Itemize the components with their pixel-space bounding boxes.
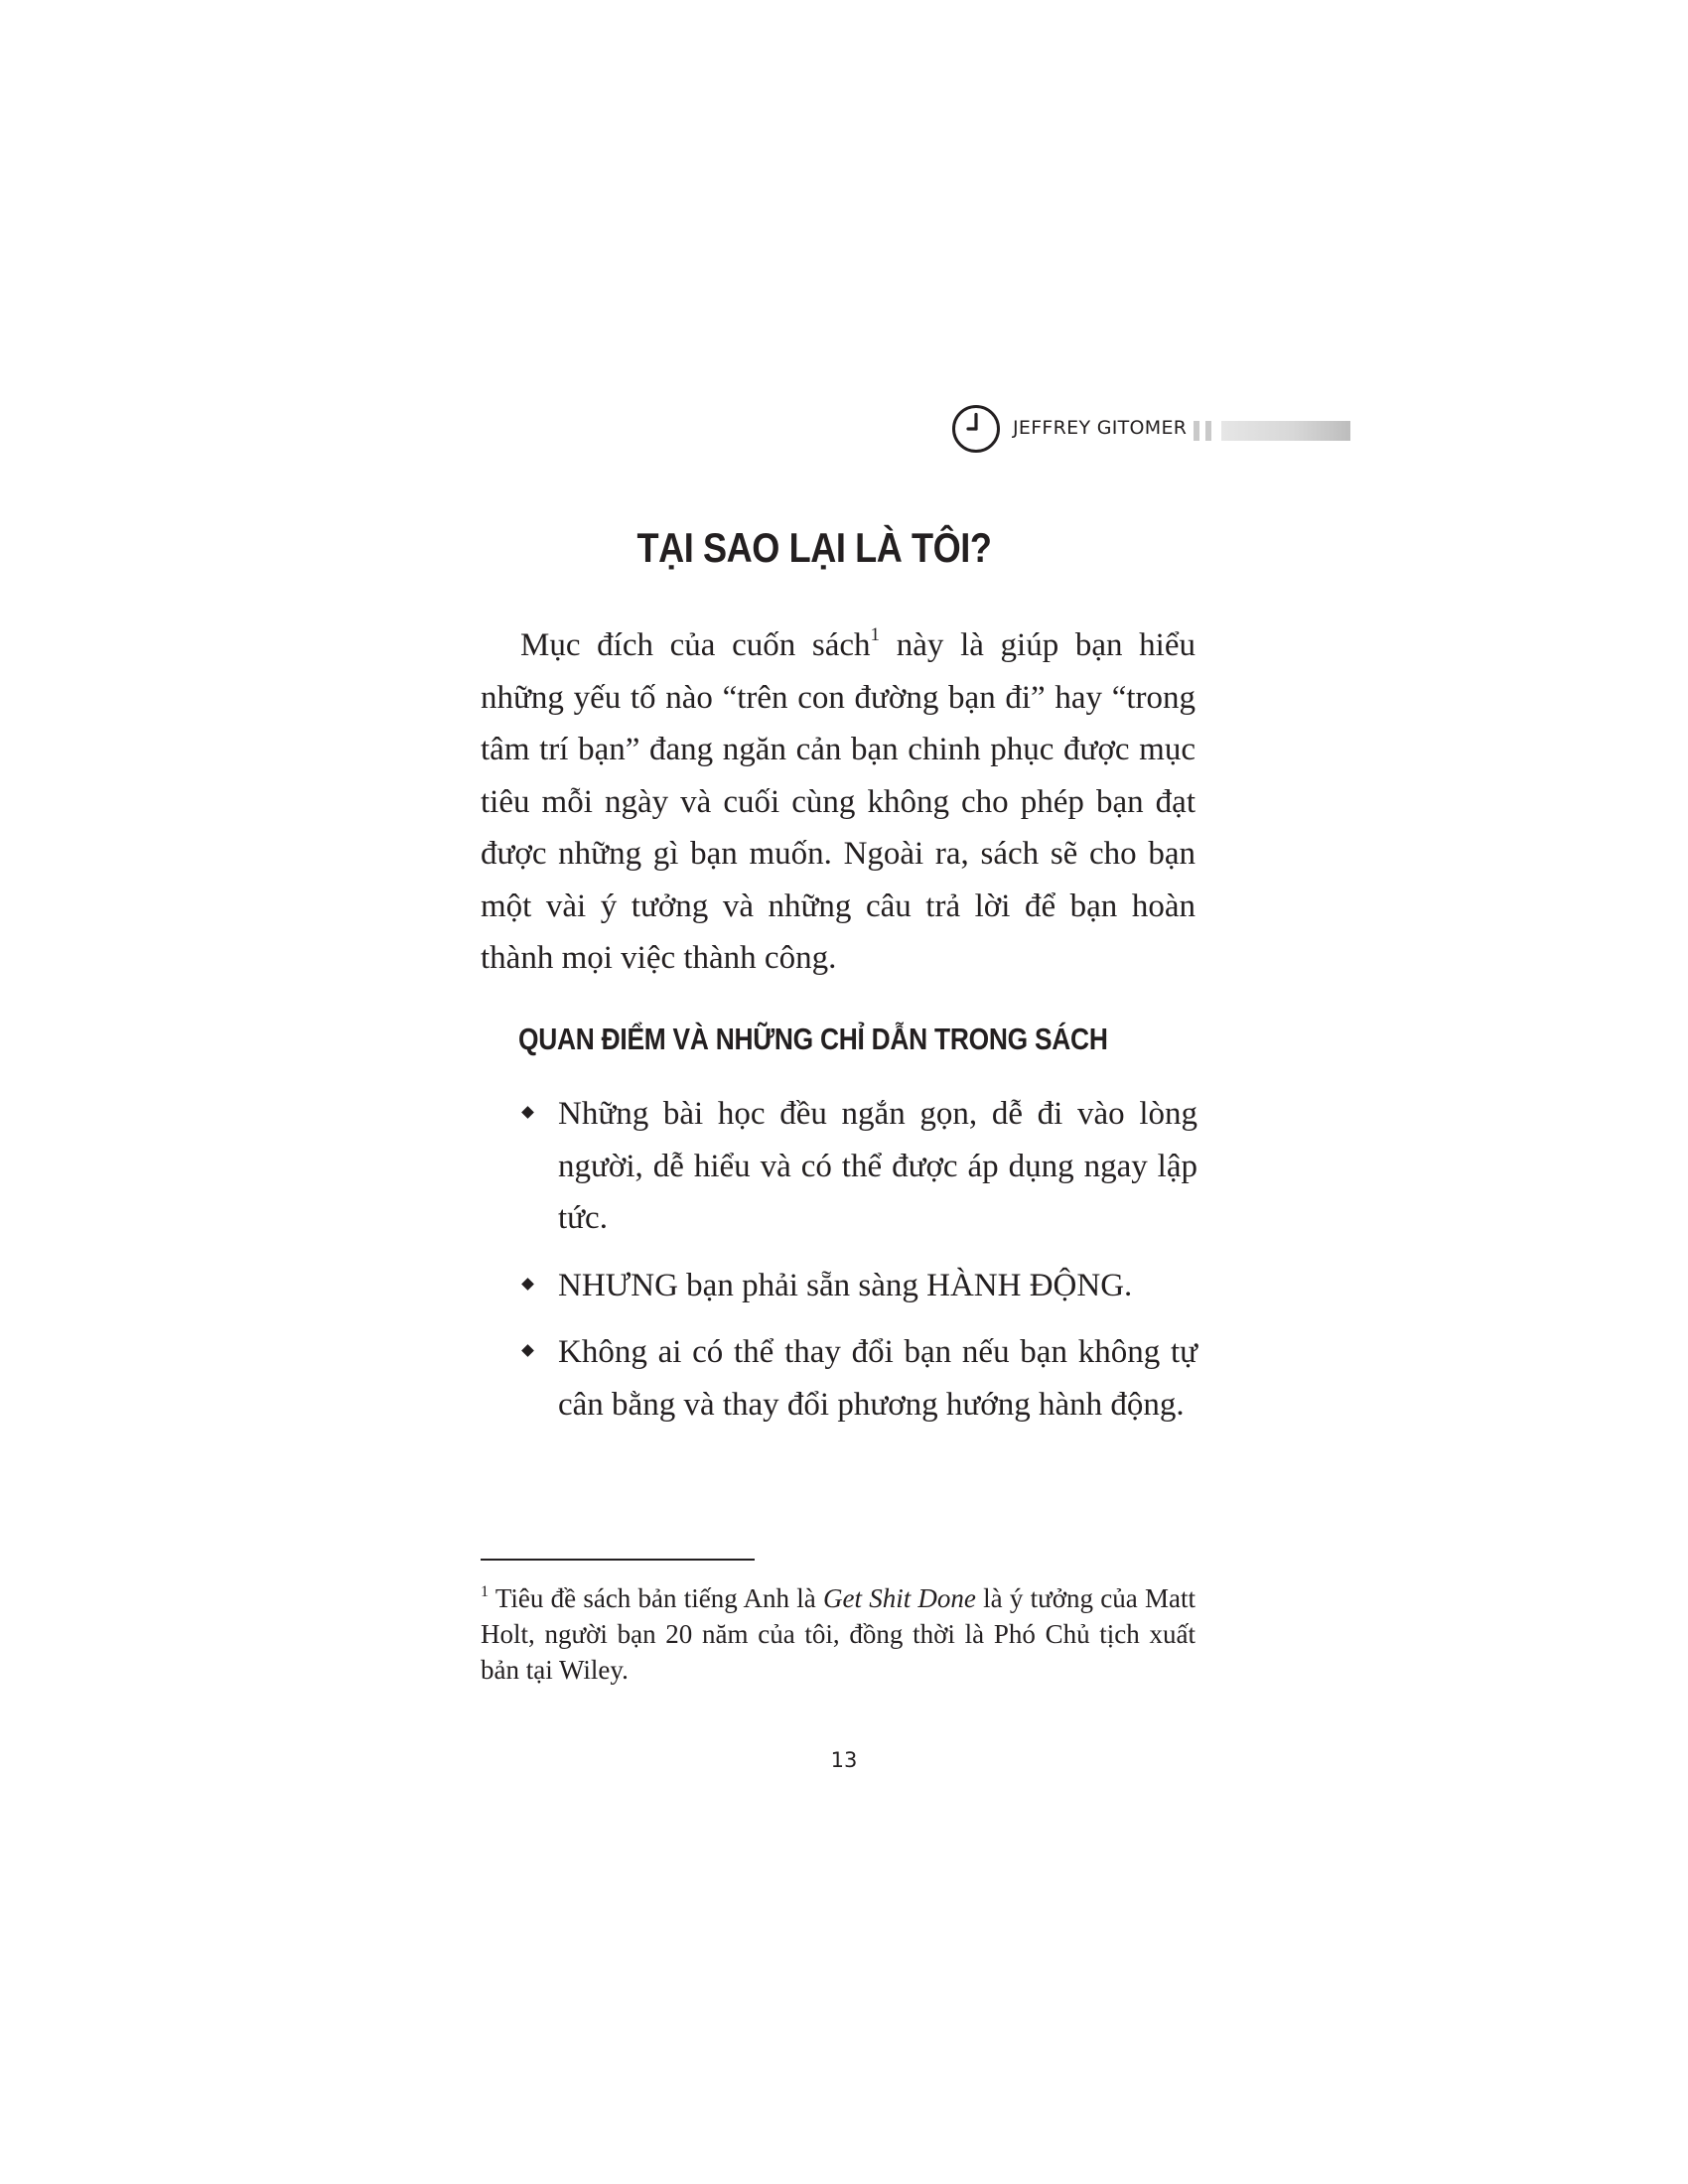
footnote-text-start: Tiêu đề sách bản tiếng Anh là xyxy=(489,1583,823,1613)
footnote-number: 1 xyxy=(481,1581,490,1600)
list-item xyxy=(518,1260,1197,1312)
diamond-bullet-icon xyxy=(521,1344,534,1357)
diamond-bullet-icon xyxy=(521,1278,534,1291)
footnote-book-title: Get Shit Done xyxy=(822,1583,976,1613)
chapter-title: TẠI SAO LẠI LÀ TÔI? xyxy=(636,524,992,571)
bullet-list xyxy=(518,1088,1197,1445)
running-header xyxy=(943,401,1350,457)
footnote-reference: 1 xyxy=(870,624,881,646)
page-number: 13 xyxy=(830,1748,858,1772)
list-item xyxy=(518,1326,1197,1431)
list-item-text: Không ai có thể thay đổi bạn nếu bạn không tự cân bằng và thay đổi phương hướng hành động. xyxy=(558,1334,1197,1423)
running-header-author: JEFFREY GITOMER xyxy=(1013,417,1188,439)
footnote-separator xyxy=(481,1559,755,1561)
footnote xyxy=(481,1580,1196,1688)
section-heading: QUAN ĐIỂM VÀ NHỮNG CHỈ DẪN TRONG SÁCH xyxy=(518,1022,1108,1056)
header-gradient-bar xyxy=(1221,421,1350,441)
diamond-bullet-icon xyxy=(521,1106,534,1119)
list-item-text: Những bài học đều ngắn gọn, dễ đi vào lòng người, dễ hiểu và có thể được áp dụng ngay lập tức. xyxy=(558,1096,1197,1236)
list-item xyxy=(518,1088,1197,1245)
header-divider-mark xyxy=(1205,421,1211,441)
footnote-text-rest: là ý tưởng của Matt Holt, người bạn 20 năm của tôi, đồng thời là Phó Chủ tịch xuất bản tại Wiley. xyxy=(481,1583,1196,1685)
list-item-text: NHƯNG bạn phải sẵn sàng HÀNH ĐỘNG. xyxy=(558,1267,1133,1303)
clock-icon xyxy=(951,404,1001,454)
intro-paragraph xyxy=(481,619,1196,985)
intro-text-start: Mục đích của cuốn sách xyxy=(520,627,871,663)
intro-text-rest: này là giúp bạn hiểu những yếu tố nào “trên con đường bạn đi” hay “trong tâm trí bạn” đang ngăn cản bạn chinh phục được mục tiêu mỗi ngày và cuối cùng không cho phép bạn đạt được những gì bạn muốn. Ngoài ra, sách sẽ cho bạn một vài ý tưởng và những câu trả lời để bạn hoàn thành mọi việc thành công. xyxy=(481,627,1196,976)
header-divider-mark xyxy=(1194,421,1199,441)
